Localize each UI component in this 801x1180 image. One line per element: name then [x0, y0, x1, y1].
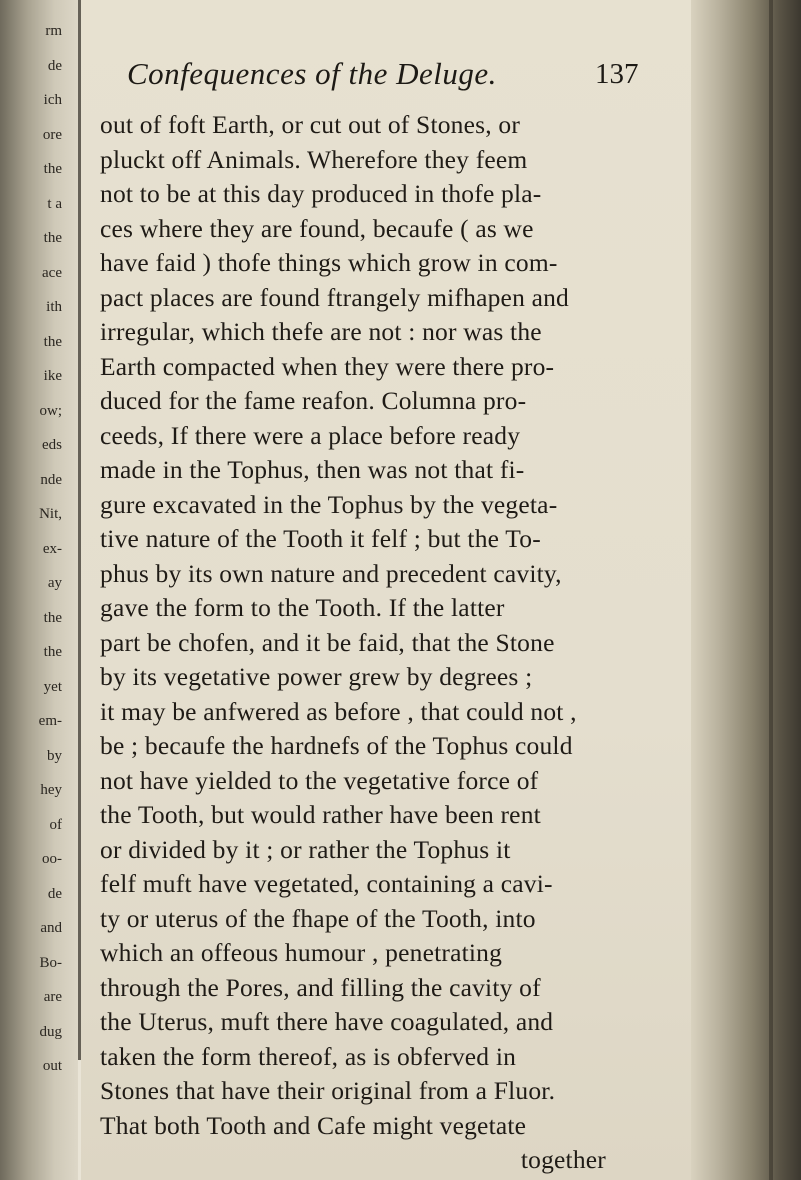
text-line: ty or uterus of the fhape of the Tooth, into — [100, 903, 536, 933]
facing-page-fragment: ich — [43, 92, 62, 108]
facing-page-fragment: yet — [43, 678, 62, 695]
text-line: the Tooth, but would rather have been rent — [100, 800, 541, 829]
page-edge-stripe — [769, 0, 773, 1180]
text-line: not have yielded to the vegetative force of — [100, 765, 539, 795]
text-line: by its vegetative power grew by degrees ; — [100, 662, 533, 691]
facing-page-fragment: by — [47, 747, 62, 764]
text-line: the Uterus, muft there have coagulated, and — [100, 1007, 554, 1036]
facing-page-fragment: the — [43, 333, 62, 350]
facing-page-fragment: and — [40, 920, 62, 936]
text-line: through the Pores, and filling the cavity of — [100, 972, 541, 1002]
page-header — [127, 56, 707, 102]
text-line: ces where they are found, becaufe ( as we — [100, 213, 534, 243]
facing-page-fragment: of — [49, 816, 62, 833]
facing-page-fragment: ex- — [42, 540, 62, 557]
text-line: pact places are found ftrangely mifhapen and — [100, 282, 570, 312]
text-line: gave the form to the Tooth. If the latter — [100, 593, 505, 622]
facing-page-fragment: ike — [43, 368, 62, 384]
facing-page-fragments — [2, 14, 62, 1084]
facing-page-fragment: nde — [40, 471, 62, 488]
text-line: not to be at this day produced in thofe pla- — [100, 179, 542, 208]
text-line: phus by its own nature and precedent cavity, — [100, 558, 562, 588]
text-line: part be chofen, and it be faid, that the Stone — [100, 627, 555, 657]
text-line: duced for the fame reafon. Columna pro- — [100, 386, 527, 415]
text-line: That both Tooth and Cafe might vegetate — [100, 1110, 527, 1140]
facing-page-fragment: ith — [46, 299, 62, 315]
facing-page-fragment: ore — [42, 126, 62, 143]
page-number: 137 — [595, 58, 639, 90]
text-line: out of foft Earth, or cut out of Stones, or — [100, 110, 521, 139]
facing-page-fragment: rm — [45, 23, 62, 39]
facing-page-fragment: Bo- — [39, 954, 62, 971]
facing-page-fragment: t a — [47, 195, 62, 212]
text-line: taken the form thereof, as is obferved in — [100, 1041, 517, 1071]
text-line: Earth compacted when they were there pro- — [100, 351, 555, 381]
text-line: ceeds, If there were a place before ready — [100, 420, 521, 450]
facing-page-fragment: out — [42, 1058, 62, 1074]
body-text — [100, 108, 700, 1178]
text-line: irregular, which thefe are not : nor was the — [100, 317, 542, 346]
facing-page-fragment: the — [43, 230, 62, 246]
text-line: gure excavated in the Tophus by the vegeta- — [100, 489, 558, 519]
facing-page-fragment: eds — [42, 437, 62, 453]
facing-page-fragment: the — [43, 161, 62, 177]
facing-page-fragment: are — [43, 989, 62, 1005]
text-line: or divided by it ; or rather the Tophus it — [100, 834, 511, 864]
facing-page-fragment: Nit, — [39, 506, 62, 522]
facing-page-fragment: dug — [39, 1023, 62, 1040]
text-line: made in the Tophus, then was not that fi- — [100, 455, 525, 484]
facing-page-fragment: hey — [40, 782, 62, 798]
text-line: pluckt off Animals. Wherefore they feem — [100, 144, 528, 174]
text-line: tive nature of the Tooth it felf ; but the To- — [100, 524, 541, 553]
text-line: which an offeous humour , penetrating — [100, 938, 503, 967]
facing-page-fragment: em- — [38, 713, 62, 729]
facing-page-fragment: oo- — [42, 851, 62, 867]
facing-page-fragment: the — [43, 644, 62, 660]
text-line: be ; becaufe the hardnefs of the Tophus could — [100, 731, 573, 760]
facing-page-fragment: ay — [47, 575, 62, 591]
facing-page-fragment: the — [43, 609, 62, 626]
text-line: felf muft have vegetated, containing a cavi- — [100, 869, 553, 898]
facing-page-fragment: de — [47, 885, 62, 902]
catchword: together — [520, 1145, 606, 1174]
facing-page-fragment: ow; — [39, 402, 62, 419]
text-line: Stones that have their original from a Fluor. — [100, 1076, 556, 1105]
facing-page-fragment: ace — [42, 264, 62, 281]
text-line: have faid ) thofe things which grow in com- — [100, 248, 558, 277]
page-edge-shadow — [691, 0, 801, 1180]
running-title: Confequences of the Deluge. — [127, 56, 497, 91]
facing-page-fragment: de — [47, 57, 62, 74]
text-line: it may be anfwered as before , that could not , — [100, 696, 577, 726]
